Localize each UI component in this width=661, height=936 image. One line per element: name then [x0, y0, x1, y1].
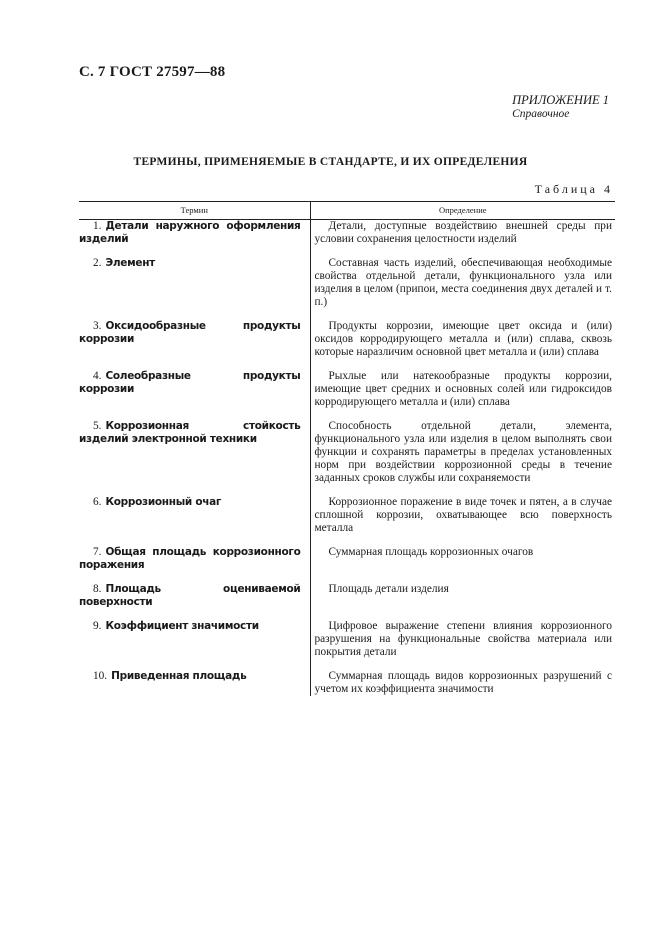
page-header: С. 7 ГОСТ 27597—88: [79, 64, 226, 80]
definition-cell: Детали, доступные воздействию внешней среды при условии сохранения целостности изделий: [310, 220, 615, 247]
table-row: [79, 257, 615, 309]
term-number: 2.: [93, 257, 102, 269]
table-row: [79, 370, 615, 409]
term-cell: [79, 320, 310, 359]
definition-cell: Площадь детали изделия: [310, 583, 615, 609]
term-cell: [79, 496, 310, 535]
row-spacer: [79, 359, 615, 370]
definition-cell: Суммарная площадь видов коррозионных разрушений с учетом их коэффициента значимости: [310, 670, 615, 696]
term-name: Коррозионный очаг: [105, 496, 222, 508]
table-row: [79, 220, 615, 247]
term-cell: [79, 370, 310, 409]
table-row: [79, 583, 615, 609]
term-name: Площадь оцениваемой поверхности: [79, 583, 301, 608]
definition-cell: Способность отдельной детали, элемента, функционального узла или изделия в целом выполнять свои функции и сохранять параметры в пределах установленных норм при воздействии коррозионной среды в течение заданных сроков службы или сохраняемости: [310, 420, 615, 485]
row-spacer: [79, 609, 615, 620]
definition-cell: Коррозионное поражение в виде точек и пятен, а в случае сплошной коррозии, охватывающее всю поверхность металла: [310, 496, 615, 535]
definition-cell: Цифровое выражение степени влияния коррозионного разрушения на функциональные свойства материала или покрытия детали: [310, 620, 615, 659]
terms-table: [79, 201, 615, 696]
term-number: 9.: [93, 620, 102, 632]
term-number: 7.: [93, 546, 102, 558]
appendix-title: ПРИЛОЖЕНИЕ 1: [512, 93, 609, 107]
term-name: Детали наружного оформления изделий: [79, 220, 301, 245]
term-number: 5.: [93, 420, 102, 432]
column-header-term: Термин: [79, 202, 310, 220]
term-number: 6.: [93, 496, 102, 508]
definition-cell: Рыхлые или натекообразные продукты коррозии, имеющие цвет средних и основных солей или гидроксидов корродирующего металла и (или) сплава: [310, 370, 615, 409]
row-spacer: [79, 535, 615, 546]
term-cell: [79, 220, 310, 247]
term-name: Коэффициент значимости: [105, 620, 259, 632]
term-name: Общая площадь коррозионного поражения: [79, 546, 301, 571]
row-spacer: [79, 572, 615, 583]
term-cell: [79, 420, 310, 485]
term-name: Солеобразные продукты коррозии: [79, 370, 301, 395]
term-cell: [79, 546, 310, 572]
table-row: [79, 670, 615, 696]
term-number: 3.: [93, 320, 102, 332]
term-cell: [79, 620, 310, 659]
definition-cell: Составная часть изделий, обеспечивающая необходимые свойства отдельной детали, функционального узла или изделия в целом (припои, места соединения двух деталей и т. п.): [310, 257, 615, 309]
term-name: Элемент: [105, 257, 155, 269]
definition-cell: Суммарная площадь коррозионных очагов: [310, 546, 615, 572]
term-number: 4.: [93, 370, 102, 382]
column-header-definition: Определение: [310, 202, 615, 220]
term-name: Коррозионная стойкость изделий электронной техники: [79, 420, 301, 445]
table-label: Таблица 4: [534, 182, 613, 196]
row-spacer: [79, 485, 615, 496]
term-name: Приведенная площадь: [111, 670, 247, 682]
table-row: [79, 420, 615, 485]
row-spacer: [79, 246, 615, 257]
definition-cell: Продукты коррозии, имеющие цвет оксида и (или) оксидов корродирующего металла и (или) сплава, сквозь которые наразличим основной цвет металла и (или) сплава: [310, 320, 615, 359]
appendix-subtitle: Справочное: [512, 108, 570, 120]
appendix-block: [512, 93, 609, 121]
table-row: [79, 496, 615, 535]
table-row: [79, 320, 615, 359]
main-title: ТЕРМИНЫ, ПРИМЕНЯЕМЫЕ В СТАНДАРТЕ, И ИХ ОПРЕДЕЛЕНИЯ: [133, 156, 528, 168]
term-number: 1.: [93, 220, 102, 232]
term-cell: [79, 257, 310, 309]
term-name: Оксидообразные продукты коррозии: [79, 320, 301, 345]
term-cell: [79, 583, 310, 609]
term-cell: [79, 670, 310, 696]
row-spacer: [79, 309, 615, 320]
table-row: [79, 546, 615, 572]
row-spacer: [79, 659, 615, 670]
terms-table-body: [79, 220, 615, 697]
row-spacer: [79, 409, 615, 420]
term-number: 10.: [93, 670, 108, 682]
term-number: 8.: [93, 583, 102, 595]
table-header-row: [79, 202, 615, 220]
table-row: [79, 620, 615, 659]
